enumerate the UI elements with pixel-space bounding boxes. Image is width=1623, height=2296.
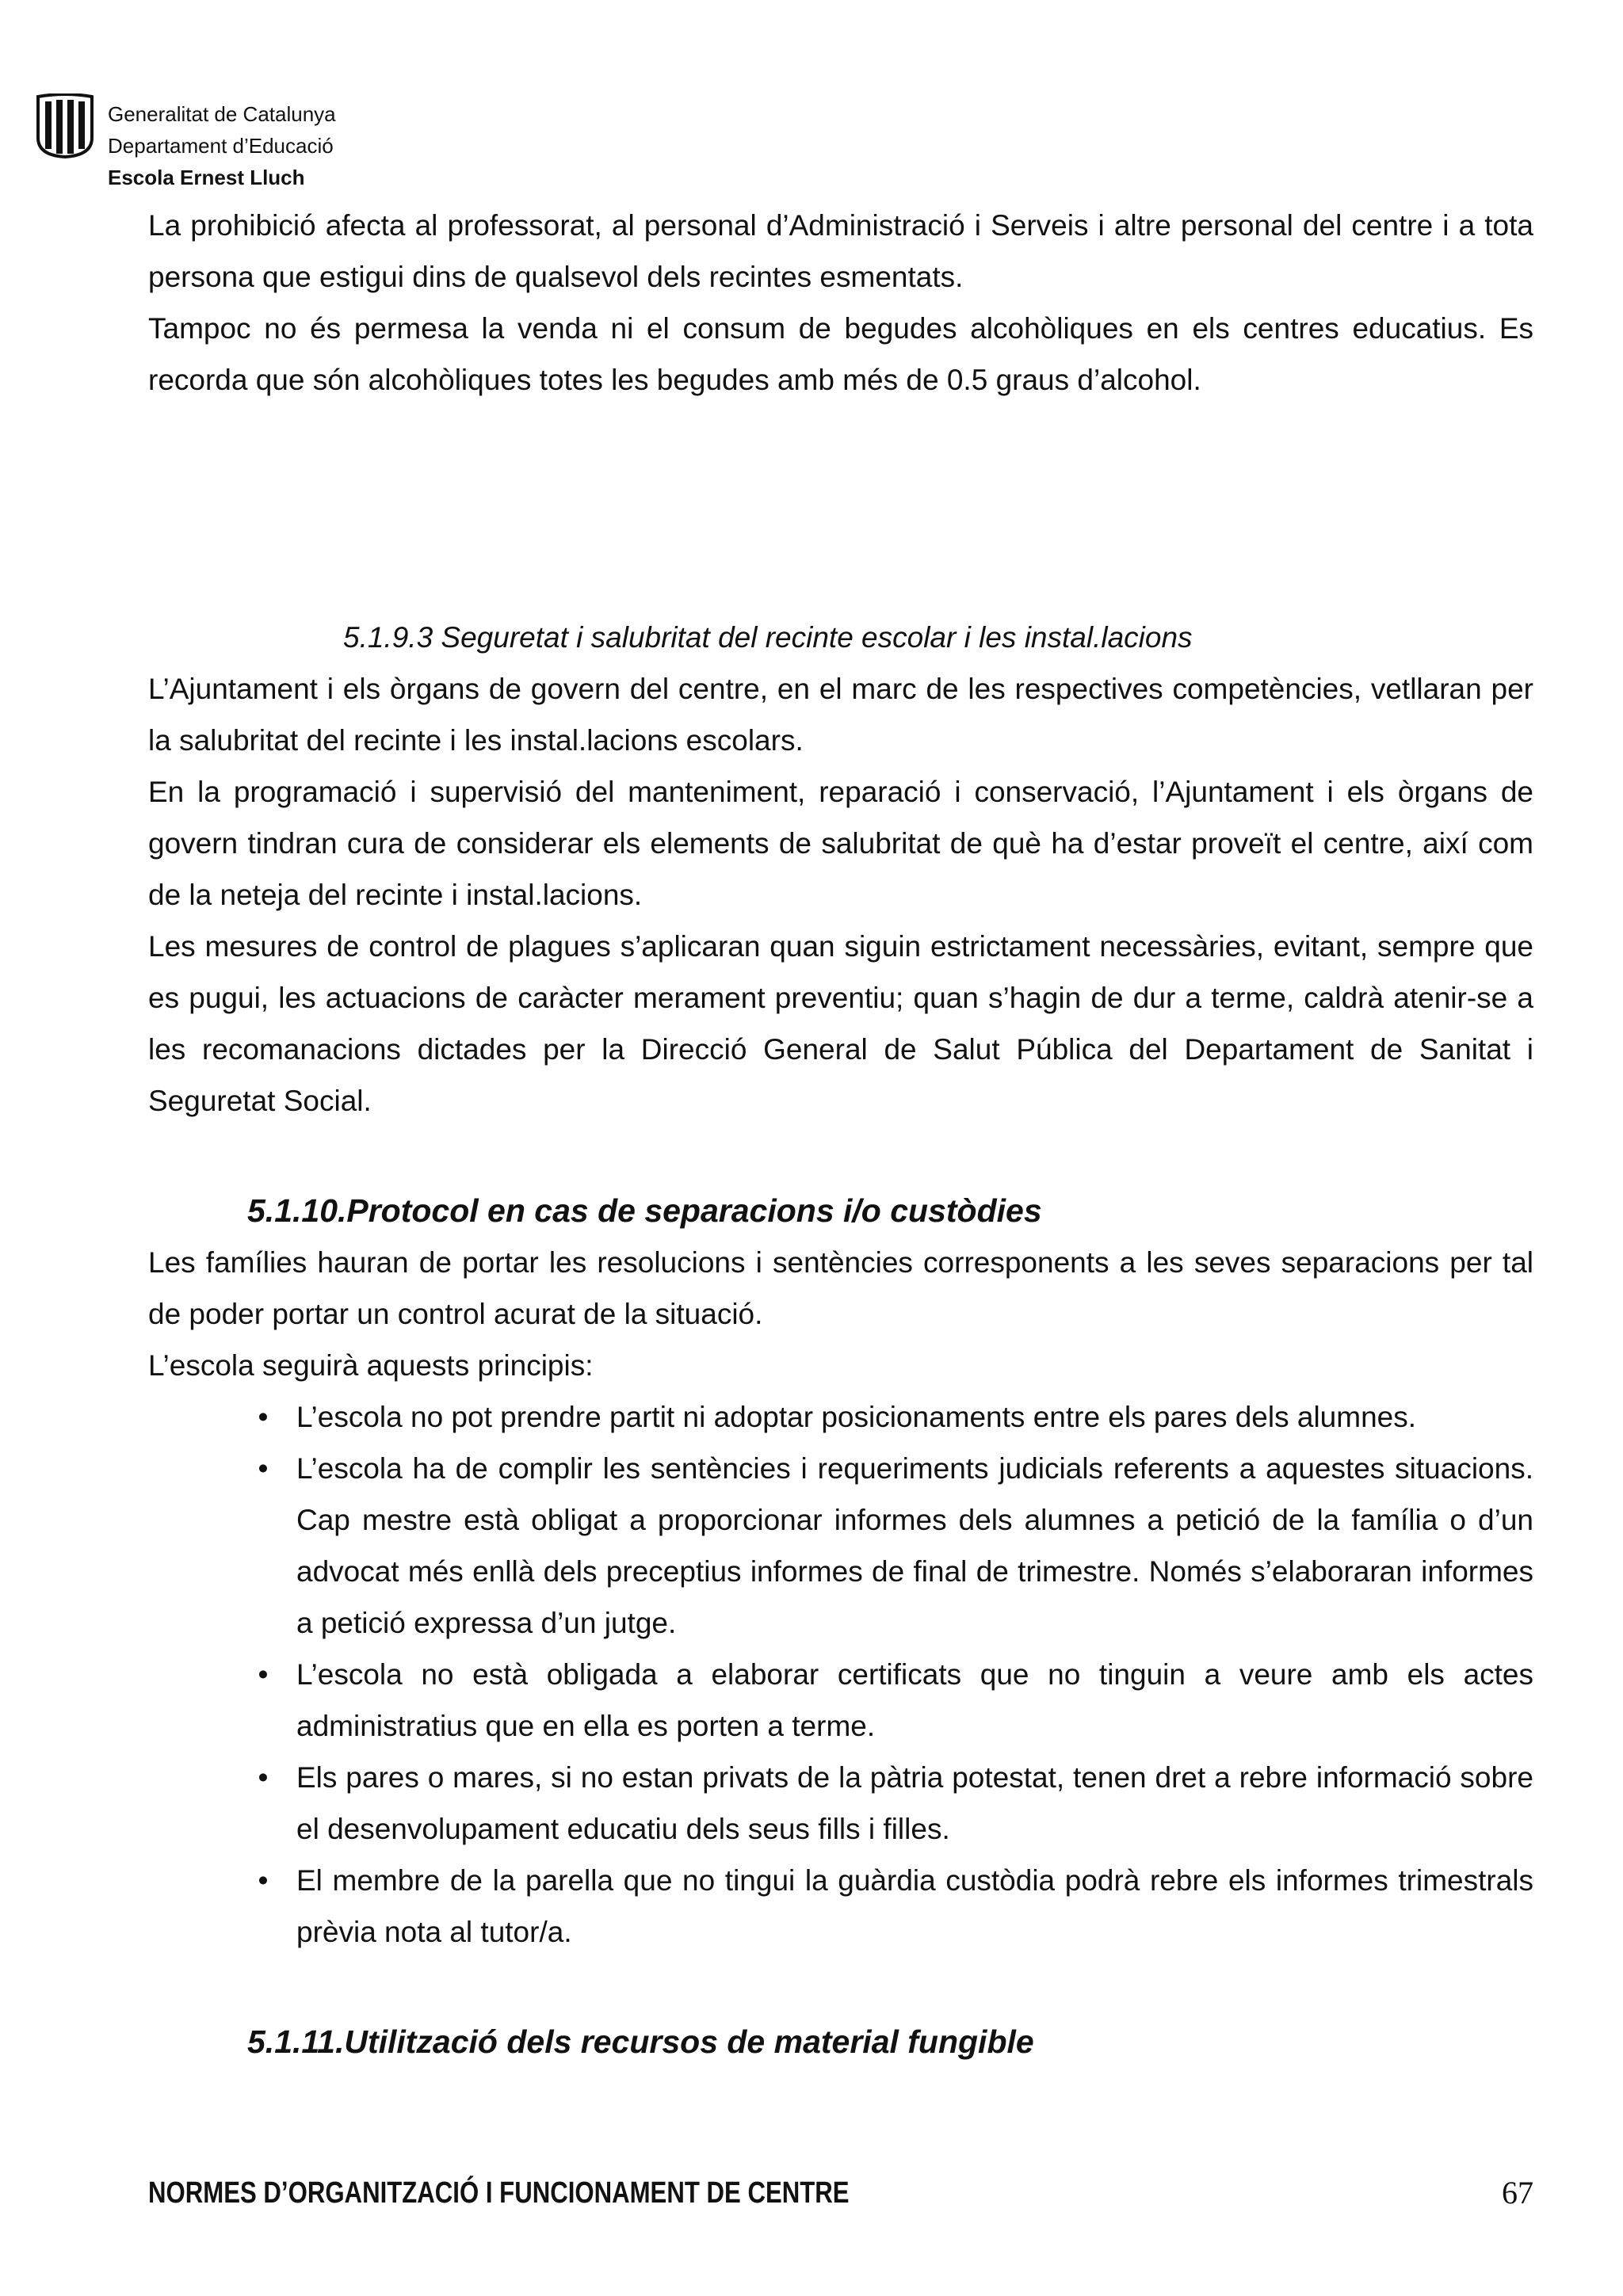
section-heading-5-1-10: 5.1.10.Protocol en cas de separacions i/o custòdies <box>247 1192 1042 1229</box>
header-institution: Generalitat de Catalunya <box>108 102 336 126</box>
bullet-icon: • <box>258 1452 269 1485</box>
bullet-icon: • <box>258 1401 269 1433</box>
subheading-5-1-9-3: 5.1.9.3 Seguretat i salubritat del recinte escolar i les instal.lacions <box>343 621 1193 654</box>
list-item: • El membre de la parella que no tingui la guàrdia custòdia podrà rebre els informes trimestrals prèvia nota al tutor/a. <box>296 1855 1533 1958</box>
list-item: • L’escola no està obligada a elaborar certificats que no tinguin a veure amb els actes administratius que en ella es porten a terme. <box>296 1649 1533 1752</box>
page-number: 67 <box>1502 2175 1533 2210</box>
list-item: • L’escola ha de complir les sentències i requeriments judicials referents a aquestes situacions. Cap mestre està obligat a proporcionar informes dels alumnes a petició de la família o d’un advocat més enllà dels preceptius informes de final de trimestre. Només s’elaboraran informes a petició expressa d’un jutge. <box>296 1443 1533 1649</box>
section-heading-5-1-11: 5.1.11.Utilització dels recursos de material fungible <box>247 2023 1034 2060</box>
section-gap <box>148 1127 1533 1185</box>
paragraph-families: Les famílies hauran de portar les resolucions i sentències corresponents a les seves separacions per tal de poder portar un control acurat de la situació. <box>148 1246 1533 1330</box>
paragraph-pest-control: Les mesures de control de plagues s’aplicaran quan siguin estrictament necessàries, evitant, sempre que es pugui, les actuacions de caràcter merament preventiu; quan s’hagin de dur a terme, caldrà atenir-se a les recomanacions dictades per la Direcció General de Salut Pública del Departament de Sanitat i Seguretat Social. <box>148 930 1533 1117</box>
paragraph-salubrity: L’Ajuntament i els òrgans de govern del centre, en el marc de les respectives competències, vetllaran per la salubritat del recinte i les instal.lacions escolars. <box>148 673 1533 757</box>
header-department: Departament d’Educació <box>108 134 334 158</box>
paragraph-prohibition: La prohibició afecta al professorat, al personal d’Administració i Serveis i altre personal del centre i a tota persona que estigui dins de qualsevol dels recintes esmentats. <box>148 209 1533 293</box>
document-body <box>148 200 1533 2068</box>
header-school: Escola Ernest Lluch <box>108 166 305 189</box>
document-footer <box>148 2169 1533 2217</box>
paragraph-principles-intro: L’escola seguirà aquests principis: <box>148 1349 594 1382</box>
blank-space <box>148 406 1533 612</box>
list-item: • Els pares o mares, si no estan privats de la pàtria potestat, tenen dret a rebre informació sobre el desenvolupament educatiu dels seus fills i filles. <box>296 1752 1533 1855</box>
paragraph-alcohol: Tampoc no és permesa la venda ni el consum de begudes alcohòliques en els centres educatius. Es recorda que són alcohòliques totes les begudes amb més de 0.5 graus d’alcohol. <box>148 312 1533 396</box>
principles-list <box>148 1391 1533 1958</box>
section-gap <box>148 1958 1533 2016</box>
paragraph-maintenance: En la programació i supervisió del manteniment, reparació i conservació, l’Ajuntament i els òrgans de govern tindran cura de considerar els elements de salubritat de què ha d’estar proveït el centre, així com de la neteja del recinte i instal.lacions. <box>148 776 1533 911</box>
list-item: • L’escola no pot prendre partit ni adoptar posicionaments entre els pares dels alumnes. <box>296 1391 1533 1443</box>
bullet-icon: • <box>258 1864 269 1897</box>
bullet-icon: • <box>258 1658 269 1691</box>
generalitat-logo-icon <box>35 93 95 158</box>
document-header <box>35 93 510 196</box>
footer-title: NORMES D’ORGANITZACIÓ I FUNCIONAMENT DE CENTRE <box>148 2176 850 2210</box>
bullet-icon: • <box>258 1761 269 1794</box>
